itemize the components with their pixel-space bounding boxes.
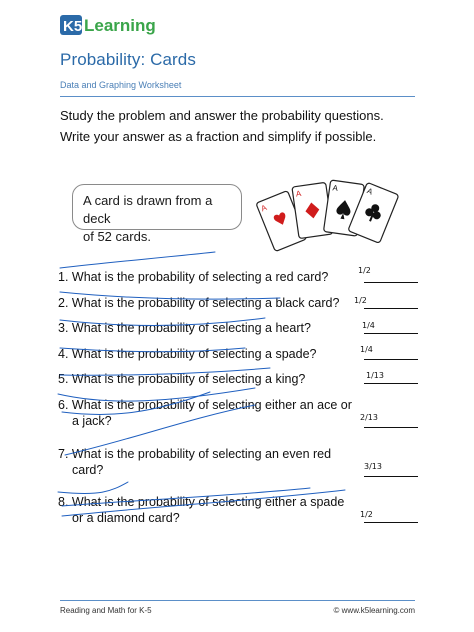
problem-box [72,184,242,244]
question-4: 4. What is the probability of selecting a spade? [58,347,317,361]
header-divider [60,96,415,97]
answer-line-8 [364,522,418,523]
footer-right-link[interactable]: © www.k5learning.com [333,606,415,615]
question-2: 2. What is the probability of selecting a black card? [58,296,340,310]
answer-line-6 [364,427,418,428]
playing-cards-illustration [259,174,392,258]
question-3: 3. What is the probability of selecting a heart? [58,321,311,335]
answer-8: 1/2 [360,510,373,519]
footer-divider [60,600,415,601]
footer-left-text: Reading and Math for K-5 [60,606,152,615]
svg-text:A: A [295,188,302,199]
answer-6: 2/13 [360,413,378,422]
page-subtitle: Data and Graphing Worksheet [60,80,182,90]
svg-text:A: A [259,202,269,214]
answer-5: 1/13 [366,371,384,380]
answer-line-5 [364,383,418,384]
answer-line-1 [364,282,418,283]
question-5: 5. What is the probability of selecting a king? [58,372,306,386]
answer-4: 1/4 [360,345,373,354]
problem-line-1: A card is drawn from a deck [83,193,213,226]
k5-learning-logo [60,10,170,40]
answer-line-7 [364,476,418,477]
question-1: 1. What is the probability of selecting a red card? [58,270,329,284]
instruction-line-2: Write your answer as a fraction and simplify if possible. [60,129,377,144]
svg-text:A: A [332,183,339,193]
svg-text:Learning: Learning [84,16,156,35]
question-7: 7. What is the probability of selecting an even red card? [58,447,332,477]
answer-line-4 [364,359,418,360]
answer-2: 1/2 [354,296,367,305]
question-8: 8. What is the probability of selecting either a spade or a diamond card? [58,495,345,525]
answer-1: 1/2 [358,266,371,275]
answer-3: 1/4 [362,321,375,330]
svg-text:A: A [365,186,374,197]
answer-line-2 [364,308,418,309]
instruction-line-1: Study the problem and answer the probability questions. [60,108,384,123]
page-title: Probability: Cards [60,50,196,69]
problem-line-2: of 52 cards. [83,229,151,244]
question-6: 6. What is the probability of selecting either an ace or a jack? [58,398,352,428]
svg-text:K5: K5 [63,18,83,35]
answer-line-3 [364,333,418,334]
answer-7: 3/13 [364,462,382,471]
